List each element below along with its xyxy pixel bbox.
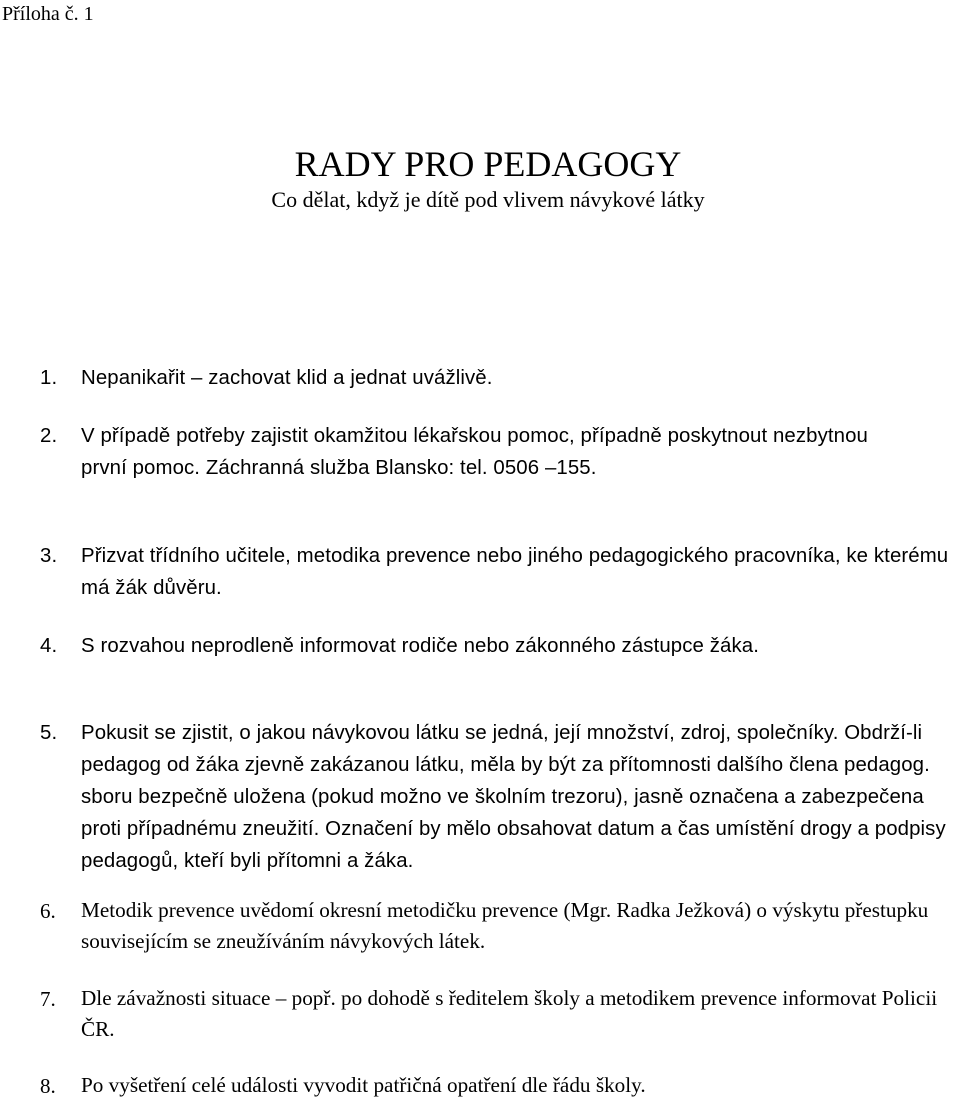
item-number: 5. <box>40 722 58 744</box>
item-text: Pokusit se zjistit, o jakou návykovou látku se jedná, její množství, zdroj, společníky. Obdrží-li pedagog od žáka zjevně zakázanou látku, měla by být za přítomnosti dalšího člena pedagog. sboru bezpečně uložena (pokud možno ve školním trezoru), jasně označena a zabezpečena proti případnému zneužití. Označení by mělo obsahovat datum a čas umístění drogy a podpisy pedagogů, kteří byli přítomni a žáka. <box>81 722 946 872</box>
annex-label: Příloha č. 1 <box>2 3 94 25</box>
document-subtitle: Co dělat, když je dítě pod vlivem návykové látky <box>271 187 705 212</box>
item-text: Přizvat třídního učitele, metodika prevence nebo jiného pedagogického pracovníka, ke kterému má žák důvěru. <box>81 545 949 599</box>
item-number: 1. <box>40 367 58 389</box>
item-number: 6. <box>40 899 56 923</box>
item-text: Nepanikařit – zachovat klid a jednat uvážlivě. <box>81 367 493 389</box>
document-title: RADY PRO PEDAGOGY <box>294 144 682 184</box>
item-text: V případě potřeby zajistit okamžitou lékařskou pomoc, případně poskytnout nezbytnou první pomoc. Záchranná služba Blansko: tel. 0506 –155. <box>81 425 868 479</box>
item-number: 8. <box>40 1074 56 1098</box>
item-text: S rozvahou neprodleně informovat rodiče nebo zákonného zástupce žáka. <box>81 635 759 657</box>
item-text: Po vyšetření celé události vyvodit patřičná opatření dle řádu školy. <box>81 1073 646 1097</box>
item-text: Metodik prevence uvědomí okresní metodičku prevence (Mgr. Radka Ježková) o výskytu přestupku souvisejícím se zneužíváním návykových látek. <box>81 898 929 953</box>
item-number: 3. <box>40 545 58 567</box>
item-text: Dle závažnosti situace – popř. po dohodě s ředitelem školy a metodikem prevence informovat Policii ČR. <box>81 986 938 1041</box>
item-number: 4. <box>40 635 58 657</box>
item-number: 7. <box>40 987 56 1011</box>
item-number: 2. <box>40 425 58 447</box>
